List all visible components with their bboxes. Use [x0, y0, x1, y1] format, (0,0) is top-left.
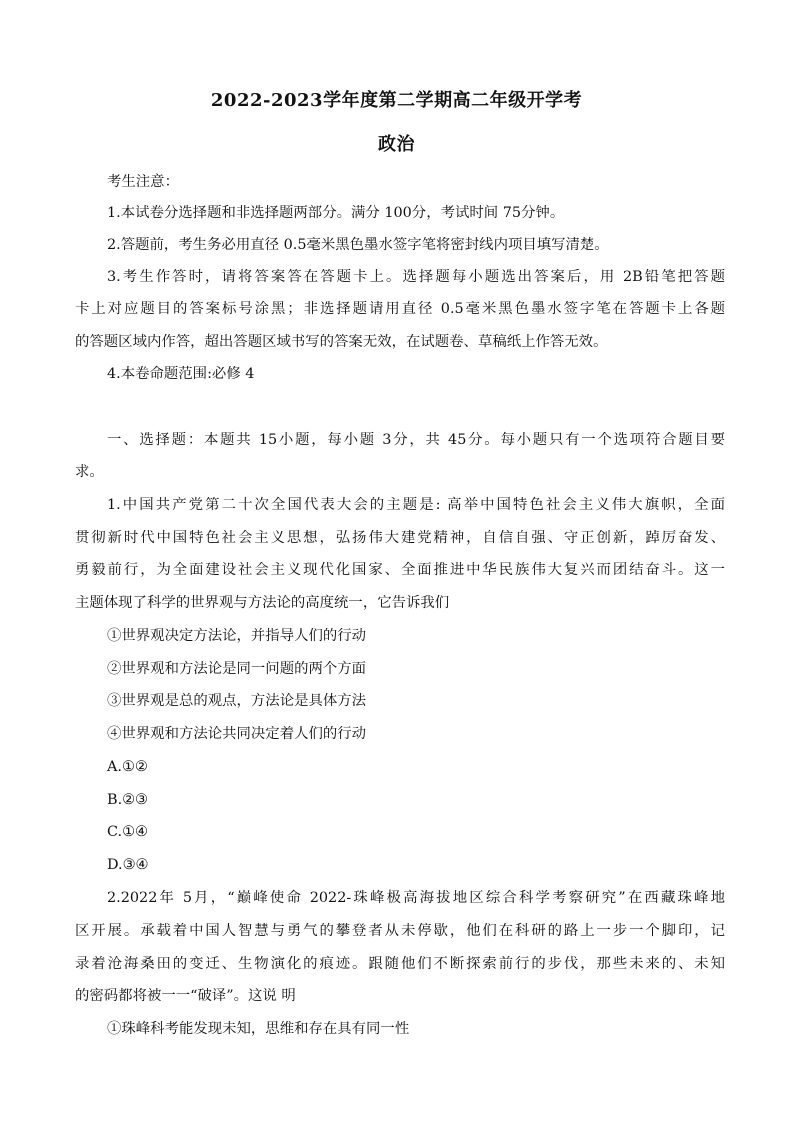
subject-title: 政治 [378, 134, 415, 155]
notice-item-3-line-2: 卡上对应题目的答案标号涂黑；非选择题请用直径 0.5毫米黑色墨水签字笔在答题卡上各题 [75, 301, 725, 317]
notice-item-1: 1.本试卷分选择题和非选择题两部分。满分 100分，考试时间 75分钟。 [107, 205, 565, 221]
q2-stem-line-1: 2.2022年 5月，“巅峰使命 2022-珠峰极高海拔地区综合科学考察研究”在西藏珠峰地 [107, 890, 725, 906]
q2-option-1: ①珠峰科考能发现未知，思维和存在具有同一性 [107, 1021, 410, 1037]
q1-option-3: ③世界观是总的观点，方法论是具体方法 [107, 693, 367, 709]
notice-item-4: 4.本卷命题范围:必修 4 [107, 366, 255, 382]
notice-heading: 考生注意： [107, 174, 179, 190]
q1-stem-line-1: 1.中国共产党第二十次全国代表大会的主题是: 高举中国特色社会主义伟大旗帜，全面 [107, 497, 725, 513]
q1-stem-line-2: 贯彻新时代中国特色社会主义思想，弘扬伟大建党精神，自信自强、守正创新，踔厉奋发、 [75, 530, 725, 546]
section-intro-line-1: 一、选择题：本题共 15小题，每小题 3分，共 45分。每小题只有一个选项符合题目要 [107, 432, 725, 448]
q2-stem-line-3: 录着沧海桑田的变迁、生物演化的痕迹。跟随他们不断探索前行的步伐，那些未来的、未知 [75, 956, 725, 972]
q1-option-1: ①世界观决定方法论，并指导人们的行动 [107, 628, 367, 644]
q1-choice-c: C.①④ [107, 824, 148, 840]
q1-choice-a: A.①② [107, 759, 148, 775]
notice-item-2: 2.答题前，考生务必用直径 0.5毫米黑色墨水签字笔将密封线内项目填写清楚。 [107, 237, 609, 253]
exam-title: 2022-2023学年度第二学期高二年级开学考 [210, 90, 583, 111]
q1-choice-b: B.②③ [107, 792, 148, 808]
q2-stem-line-2: 区开展。承载着中国人智慧与勇气的攀登者从未停歇，他们在科研的路上一步一个脚印，记 [75, 923, 725, 939]
section-intro-line-2: 求。 [75, 464, 104, 480]
notice-item-3-line-3: 的答题区域内作答，超出答题区域书写的答案无效，在试题卷、草稿纸上作答无效。 [75, 334, 608, 350]
q1-stem-line-4: 主题体现了科学的世界观与方法论的高度统一，它告诉我们 [75, 595, 450, 611]
q1-option-4: ④世界观和方法论共同决定着人们的行动 [107, 726, 367, 742]
notice-item-3-line-1: 3.考生作答时，请将答案答在答题卡上。选择题每小题选出答案后，用 2B铅笔把答题 [107, 269, 725, 285]
q1-stem-line-3: 勇毅前行，为全面建设社会主义现代化国家、全面推进中华民族伟大复兴而团结奋斗。这一 [75, 562, 725, 578]
q1-option-2: ②世界观和方法论是同一问题的两个方面 [107, 661, 367, 677]
q1-choice-d: D.③④ [107, 857, 149, 873]
q2-stem-line-4: 的密码都将被一一“破译”。这说 明 [75, 988, 296, 1004]
